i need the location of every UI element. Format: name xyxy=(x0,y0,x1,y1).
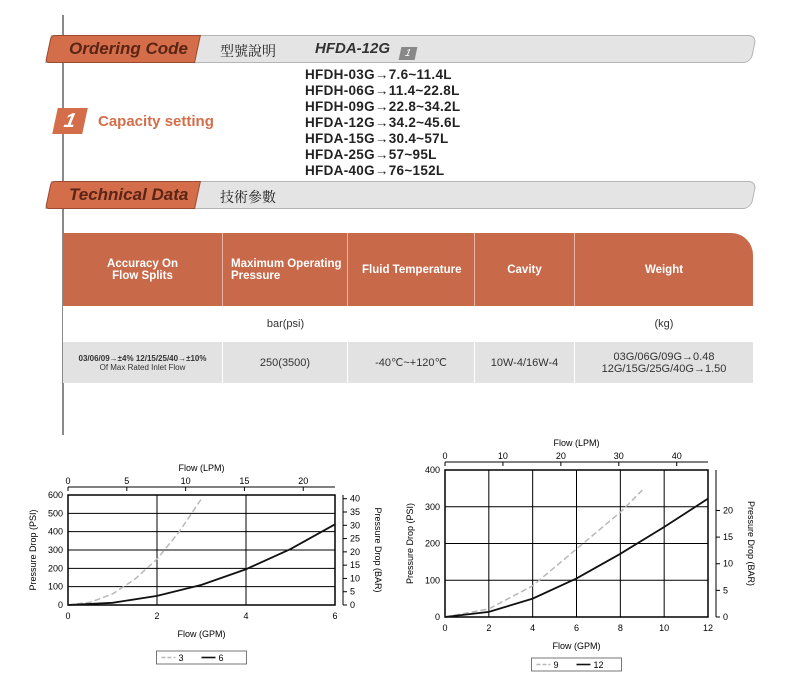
legend-label: 9 xyxy=(553,660,559,670)
unit-pressure: bar(psi) xyxy=(266,318,305,330)
x2-tick-label: 40 xyxy=(671,451,682,461)
ordering-cn-label: 型號說明 xyxy=(220,43,276,59)
table-row xyxy=(63,342,753,383)
header-accuracy: Accuracy On Flow Splits xyxy=(63,233,223,306)
series-line-6 xyxy=(68,524,335,605)
unit-weight: (kg) xyxy=(654,318,674,330)
y2-tick-label: 35 xyxy=(350,507,361,518)
header-weight: Weight xyxy=(644,263,684,276)
y2-tick-label: 15 xyxy=(350,560,361,571)
y2-axis-label: Pressure Drop (BAR) xyxy=(746,500,756,587)
capacity-item: HFDH-06G→11.4~22.8L xyxy=(305,83,460,98)
cell-cavity: 10W-4/16W-4 xyxy=(475,342,575,383)
capacity-item: HFDH-09G→22.8~34.2L xyxy=(305,99,461,114)
y2-tick-label: 20 xyxy=(350,546,361,557)
x-tick-label: 12 xyxy=(702,623,714,633)
y2-tick-label: 5 xyxy=(350,586,356,597)
capacity-item: HFDA-12G→34.2~45.6L xyxy=(305,115,461,130)
y2-tick-label: 20 xyxy=(723,505,734,516)
x-axis-label: Flow (GPM) xyxy=(177,629,226,639)
y-tick-label: 400 xyxy=(47,526,63,537)
y2-tick-label: 25 xyxy=(350,533,361,544)
x-tick-label: 10 xyxy=(659,623,670,633)
y-tick-label: 0 xyxy=(434,612,440,622)
y2-tick-label: 0 xyxy=(723,612,729,622)
header-cavity: Cavity xyxy=(475,233,575,306)
x-tick-label: 6 xyxy=(573,623,580,633)
header-pressure: Maximum Operating Pressure xyxy=(223,233,348,306)
x2-tick-label: 15 xyxy=(239,476,250,486)
capacity-item: HFDA-15G→30.4~57L xyxy=(305,131,449,146)
cell-pressure: 250(3500) xyxy=(223,342,348,383)
y-tick-label: 300 xyxy=(47,545,63,555)
y2-tick-label: 15 xyxy=(723,532,734,543)
capacity-item: HFDA-25G→57~95L xyxy=(305,147,437,162)
y2-tick-label: 30 xyxy=(350,520,361,531)
legend-label: 6 xyxy=(218,653,224,663)
x2-tick-label: 30 xyxy=(613,451,624,461)
x2-tick-label: 0 xyxy=(65,476,71,486)
y-tick-label: 400 xyxy=(424,465,440,475)
y2-axis-label: Pressure Drop (BAR) xyxy=(373,507,383,593)
y-tick-label: 600 xyxy=(47,490,63,500)
capacity-badge: 1 xyxy=(52,108,88,134)
y2-tick-label: 10 xyxy=(723,558,734,569)
ordering-code: HFDA-12G xyxy=(315,40,391,57)
legend-label: 3 xyxy=(178,653,184,663)
capacity-label: Capacity setting xyxy=(98,113,214,130)
y-axis-label: Pressure Drop (PSI) xyxy=(28,509,38,591)
series-line-9 xyxy=(445,490,642,617)
technical-cn-label: 技術參數 xyxy=(220,189,276,205)
chart-right xyxy=(400,430,800,685)
x-axis-label: Flow (GPM) xyxy=(552,641,601,651)
x2-tick-label: 5 xyxy=(124,476,130,486)
x2-tick-label: 0 xyxy=(442,451,448,461)
x2-axis-label: Flow (LPM) xyxy=(553,438,600,448)
header-temperature: Fluid Temperature xyxy=(348,233,475,306)
x-tick-label: 8 xyxy=(617,623,623,633)
y2-tick-label: 5 xyxy=(723,585,729,596)
cell-accuracy: 03/06/09→±4% 12/15/25/40→±10% Of Max Rated Inlet Flow xyxy=(63,342,223,383)
x-tick-label: 2 xyxy=(154,611,160,621)
chart-left xyxy=(0,455,400,685)
capacity-item: HFDH-03G→7.6~11.4L xyxy=(305,67,452,82)
legend-label: 12 xyxy=(593,660,604,670)
capacity-item: HFDA-40G→76~152L xyxy=(305,163,445,178)
cell-temperature: -40℃~+120℃ xyxy=(348,342,475,383)
y-axis-label: Pressure Drop (PSI) xyxy=(405,502,415,585)
technical-table xyxy=(63,233,753,383)
y-tick-label: 500 xyxy=(47,508,63,519)
ordering-tag: Ordering Code xyxy=(45,35,201,63)
y2-tick-label: 40 xyxy=(350,493,361,504)
y-tick-label: 200 xyxy=(424,538,440,549)
y-tick-label: 100 xyxy=(424,575,440,586)
y2-tick-label: 0 xyxy=(350,600,356,610)
x2-tick-label: 10 xyxy=(180,476,191,486)
y2-tick-label: 10 xyxy=(350,573,361,584)
x-tick-label: 0 xyxy=(65,611,71,621)
ordering-badge: 1 xyxy=(399,47,418,60)
y-tick-label: 300 xyxy=(424,501,440,512)
x-tick-label: 2 xyxy=(486,623,492,633)
x2-tick-label: 10 xyxy=(497,451,508,461)
y-tick-label: 0 xyxy=(57,600,63,610)
x-tick-label: 6 xyxy=(332,611,338,621)
x-tick-label: 4 xyxy=(530,623,536,633)
x-tick-label: 0 xyxy=(442,623,448,633)
table-header xyxy=(63,233,753,306)
y-tick-label: 200 xyxy=(47,563,63,574)
x2-tick-label: 20 xyxy=(555,451,566,461)
cell-weight: 03G/06G/09G→0.48 12G/15G/25G/40G→1.50 xyxy=(601,350,727,375)
x2-tick-label: 20 xyxy=(298,476,309,486)
y-tick-label: 100 xyxy=(47,581,63,592)
capacity-list xyxy=(305,67,460,179)
table-row xyxy=(63,306,753,342)
x2-axis-label: Flow (LPM) xyxy=(178,463,225,473)
technical-tag: Technical Data xyxy=(45,181,201,209)
x-tick-label: 4 xyxy=(243,611,249,621)
